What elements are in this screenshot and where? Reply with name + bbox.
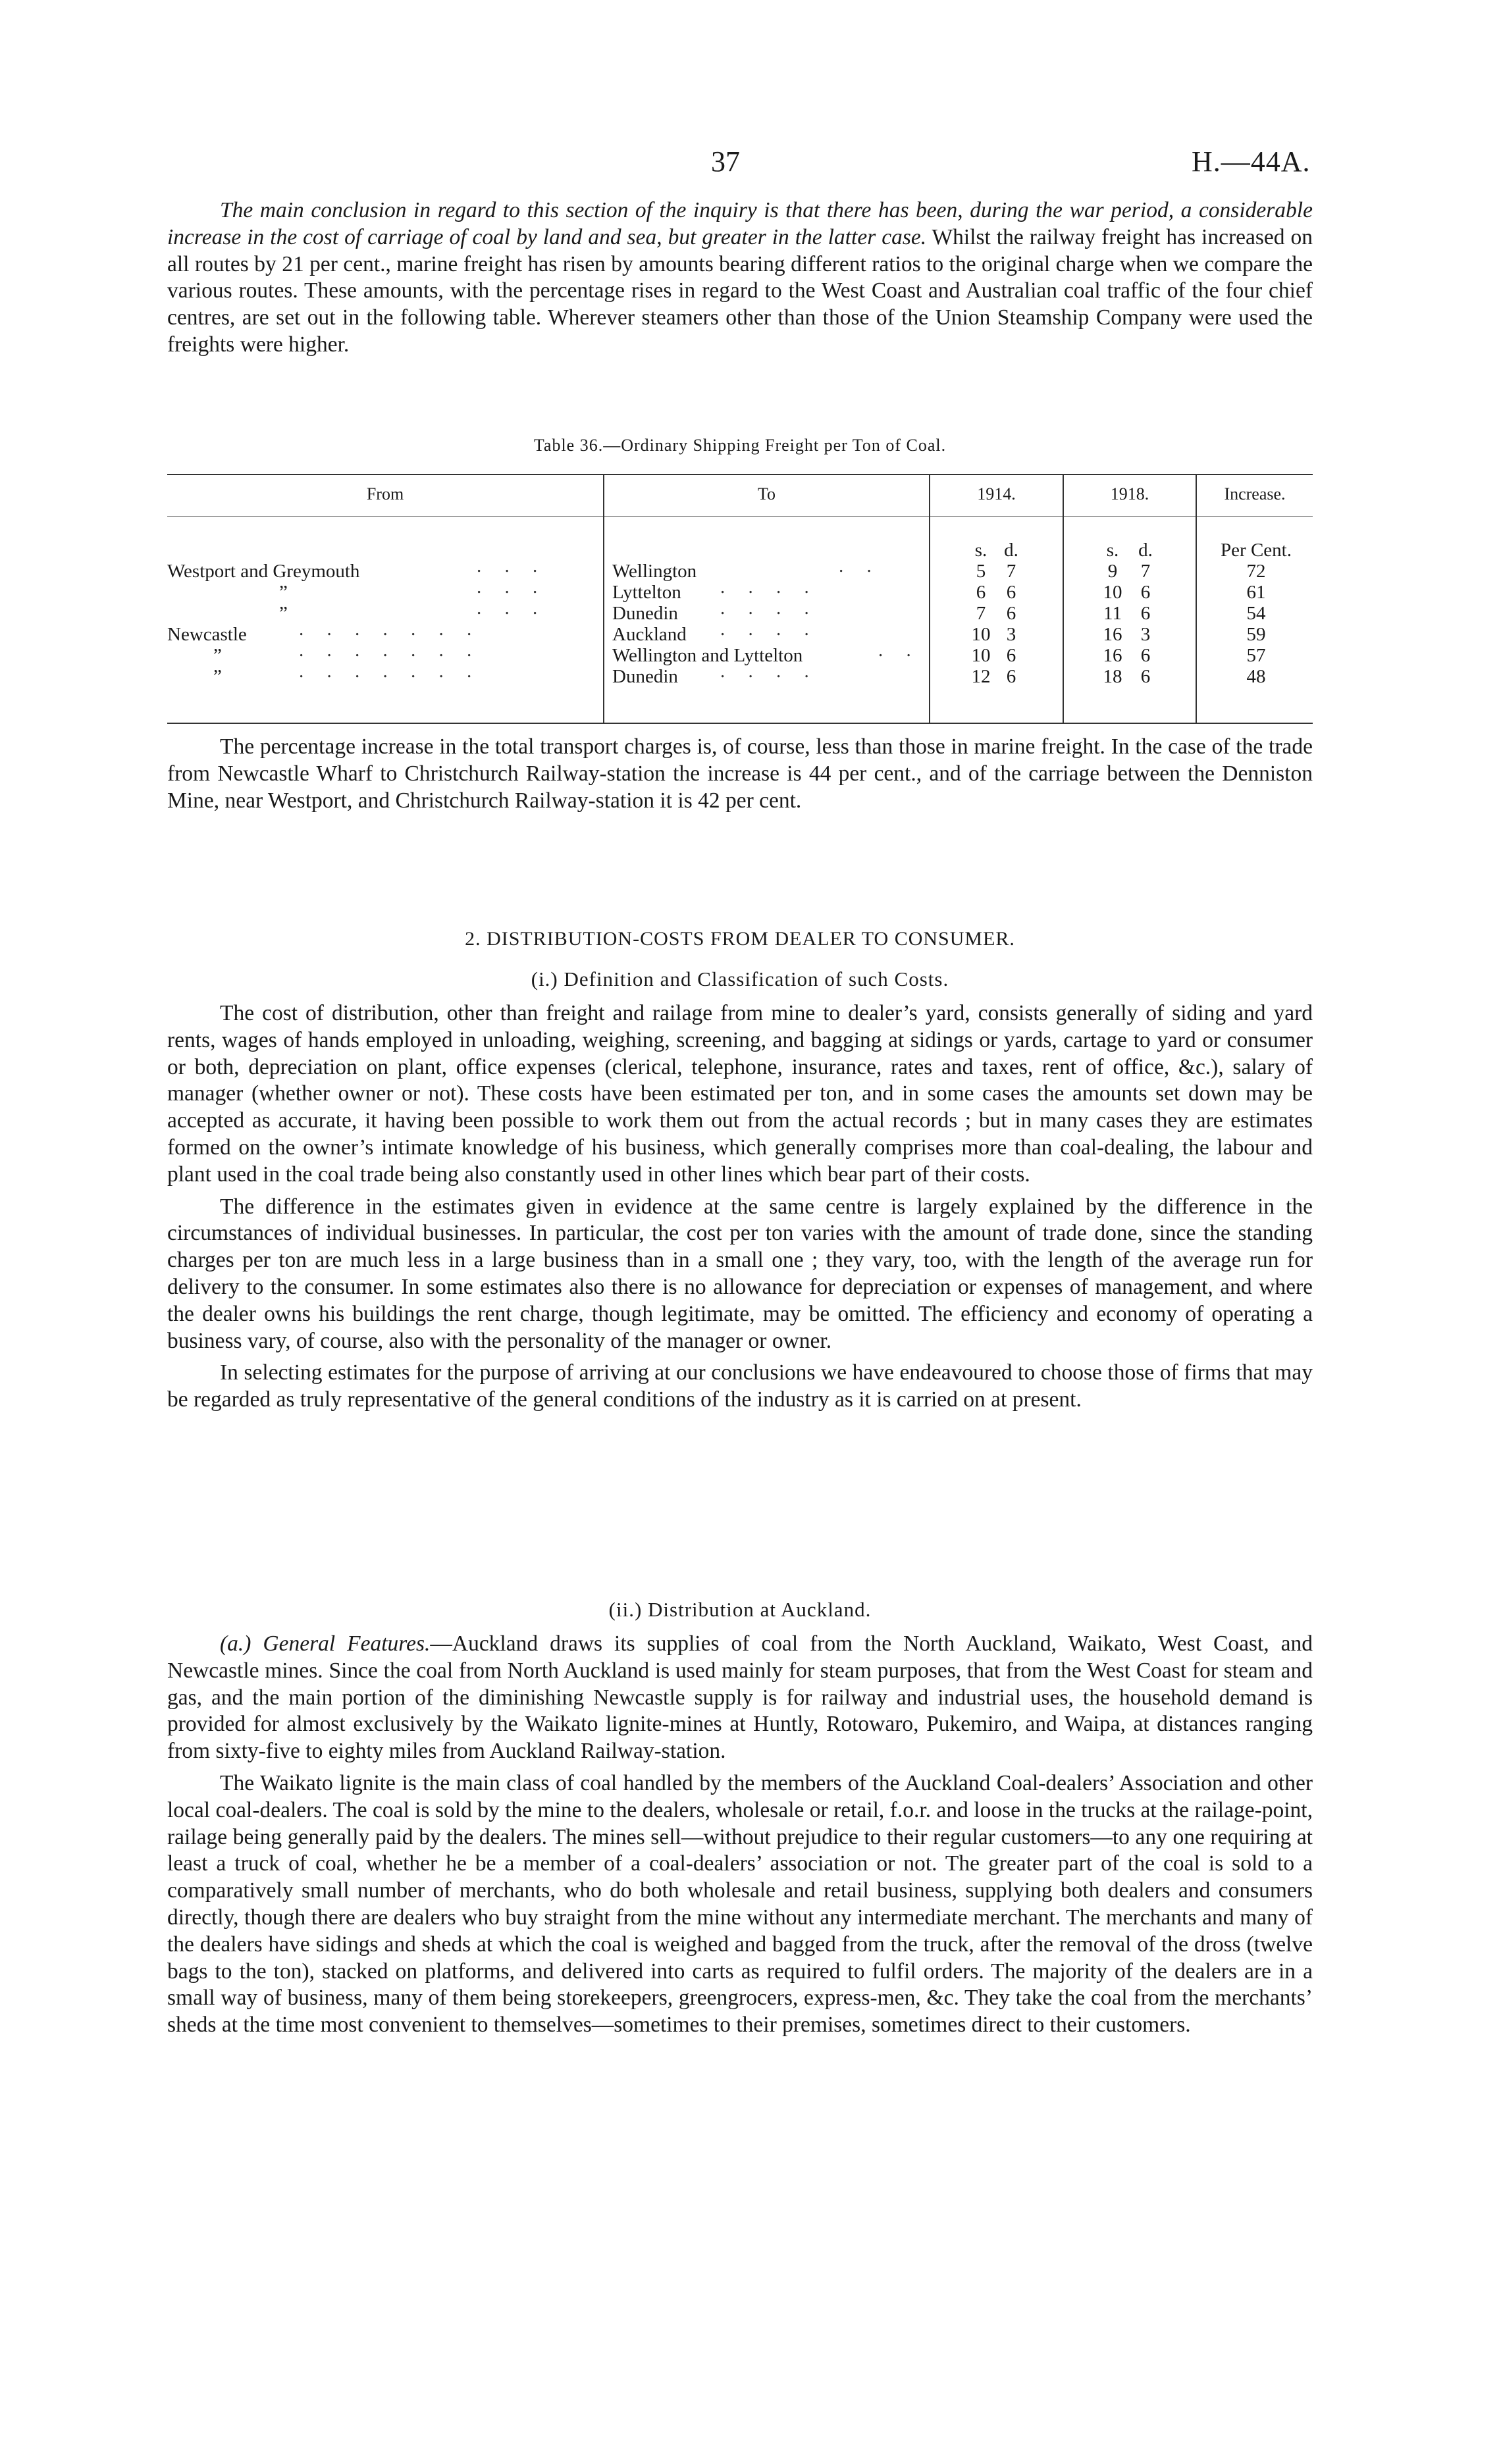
after-table-text: The percentage increase in the total transport charges is, of course, less than those in marine freight. In the case of the trade from Newcastle Wharf to Christchurch Railway-station the increase is 44 per cent., and of the carriage between the Denniston Mine, near Westport, and Christchurch Railway-station it is 42 per cent. <box>167 734 1313 813</box>
paragraph: The Waikato lignite is the main class of coal handled by the members of the Auckland Coal-dealers’ Association and other local coal-dealers. The coal is sold by the mine to the dealers, wholesale or retail, f.o.r. and loose in the trucks at the railage-point, railage being generally paid by the dealers. The mines sell—without prejudice to their regular customers—to any one requiring at least a truck of coal, whether he be a member of a coal-dealers’ association or not. The greater part of the coal is sold to a comparatively small number of merchants, who do both wholesale and retail business, supplying both dealers and consumers directly, though there are dealers who buy straight from the mine without any intermediate merchant. The merchants and many of the dealers have sidings and sheds at which the coal is weighed and bagged from the truck, after the removal of the dross (twelve bags to the ton), stacked on platforms, and delivered into carts as required to fulfil orders. The majority of the dealers are in a small way of business, many of them being storekeepers, greengrocers, express-men, &c. They take the coal from the merchants’ sheds at the time most convenient to themselves—sometimes to their premises, sometimes direct to their customers. <box>167 1770 1313 2038</box>
subsection-i-heading <box>167 967 1313 991</box>
cell-d1914: 3 <box>1006 624 1016 645</box>
unit-d-1914: d. <box>1004 540 1018 561</box>
cell-d1918: 6 <box>1140 666 1151 687</box>
unit-s-1914: s. <box>974 540 988 561</box>
cell-d1918: 6 <box>1140 582 1151 603</box>
cell-s1918: 9 <box>1107 561 1118 582</box>
cell-increase: 57 <box>1246 645 1266 666</box>
cell-d1914: 6 <box>1006 582 1016 603</box>
intro-italic-lead: The main conclusion in regard to this section of the inquiry is that there has been, during the war period, a considerable increase in the cost of carriage of coal by land and sea, but greater in the latter case. <box>167 198 1313 249</box>
table-col-rule <box>929 474 930 724</box>
row-from: Westport and Greymouth <box>167 561 360 582</box>
freight-table: From To 1914. 1918. Increase. s. d. s. d. Per Cent. Westport and Greymouth . . . Wellington . . 5 7 9 7 72 ” . . . Lyttelton . . . . 6 6 10 6 61 ” . . . Dunedin . . . . 7 6 11 6 54 Newcastle . . . . . . . Auckland . . . . 10 3 16 3 59 ” . . . . . . . Wellington and Lyttelton . . 10 6 16 6 57 ” . . . . . . . Dunedin . . . . 12 6 18 6 48 <box>167 474 1313 724</box>
table-col-rule <box>1196 474 1197 724</box>
cell-increase: 54 <box>1246 603 1266 624</box>
unit-s-1918: s. <box>1106 540 1119 561</box>
row-to: Auckland <box>612 624 687 645</box>
subsection-heading: (ii.) Distribution at Auckland. <box>608 1598 872 1621</box>
cell-d1914: 6 <box>1006 666 1016 687</box>
cell-d1914: 6 <box>1006 645 1016 666</box>
table-col-rule <box>1063 474 1064 724</box>
cell-d1918: 7 <box>1140 561 1151 582</box>
row-to: Wellington and Lyttelton <box>612 645 803 666</box>
auckland-label: (a.) General Features. <box>220 1631 431 1656</box>
cell-d1918: 6 <box>1140 603 1151 624</box>
section-2-body <box>167 1000 1313 1414</box>
cell-s1918: 16 <box>1103 624 1122 645</box>
intro-paragraph <box>167 197 1313 359</box>
cell-increase: 72 <box>1246 561 1266 582</box>
cell-d1918: 3 <box>1140 624 1151 645</box>
subsection-ii-heading <box>167 1598 1313 1622</box>
unit-percent: Per Cent. <box>1221 540 1292 561</box>
cell-s1914: 12 <box>971 666 991 687</box>
header-to: To <box>757 484 776 503</box>
cell-d1918: 6 <box>1140 645 1151 666</box>
cell-d1914: 7 <box>1006 561 1016 582</box>
auckland-body <box>167 1631 1313 2039</box>
row-to: Dunedin <box>612 666 678 687</box>
unit-d-1918: d. <box>1138 540 1153 561</box>
table-header-rule <box>167 516 1313 517</box>
table-col-rule <box>603 474 604 724</box>
row-from: ” <box>279 582 288 603</box>
cell-s1914: 10 <box>971 624 991 645</box>
cell-increase: 59 <box>1246 624 1266 645</box>
row-to: Wellington <box>612 561 697 582</box>
subsection-heading: (i.) Definition and Classification of such Costs. <box>531 967 949 990</box>
cell-increase: 48 <box>1246 666 1266 687</box>
cell-s1918: 11 <box>1103 603 1122 624</box>
cell-increase: 61 <box>1246 582 1266 603</box>
cell-s1914: 5 <box>976 561 986 582</box>
paragraph: The cost of distribution, other than freight and railage from mine to dealer’s yard, consists generally of siding and yard rents, wages of hands employed in unloading, weighing, screening, and bagging at sidings or yards, cartage to yard or consumer or both, depreciation on plant, office expenses (clerical, telephone, insurance, rates and taxes, rent of office, &c.), salary of manager (whether owner or not). These costs have been estimated per ton, and in some cases the amounts set down may be accepted as accurate, it having been possible to work them out from the actual records ; but in many cases they are estimates formed on the owner’s intimate knowledge of his business, which generally comprises more than coal-dealing, the labour and plant used in the coal trade being also constantly used in other lines which bear part of their costs. <box>167 1001 1313 1187</box>
cell-s1918: 18 <box>1103 666 1122 687</box>
auckland-text: —Auckland draws its supplies of coal from the North Auckland, Waikato, West Coast, and Newcastle mines. Since the coal from North Auckland is used mainly for steam purposes, that from the West Coast for steam and gas, and the main portion of the diminishing Newcastle supply is for railway and industrial uses, the household demand is provided for almost exclusively by the Waikato lignite-mines at Huntly, Rotowaro, Pukemiro, and Waipa, at distances ranging from sixty-five to eighty miles from Auckland Railway-station. <box>167 1631 1313 1764</box>
document-reference: H.—44A. <box>1192 145 1311 178</box>
section-2-heading <box>167 928 1313 950</box>
table-caption: Table 36.—Ordinary Shipping Freight per Ton of Coal. <box>533 436 947 455</box>
cell-s1914: 6 <box>976 582 986 603</box>
header-1914: 1914. <box>977 484 1016 503</box>
cell-s1918: 10 <box>1103 582 1122 603</box>
paragraph: The difference in the estimates given in evidence at the same centre is largely explained by the difference in the circumstances of individual businesses. In particular, the cost per ton varies with the amount of trade done, since the standing charges per ton are much less in a large business than in a small one ; they vary, too, with the length of the average run for delivery to the consumer. In some estimates also there is no allowance for depreciation or expenses of management, and where the dealer owns his buildings the rent charge, though legitimate, may be omitted. The efficiency and economy of operating a business vary, of course, also with the personality of the manager or owner. <box>167 1194 1313 1353</box>
row-from: ” <box>213 645 222 666</box>
paragraph: In selecting estimates for the purpose of arriving at our conclusions we have endeavoured to choose those of firms that may be regarded as truly representative of the general conditions of the industry as it is carried on at present. <box>167 1360 1313 1412</box>
cell-s1918: 16 <box>1103 645 1122 666</box>
cell-s1914: 10 <box>971 645 991 666</box>
after-table-paragraph <box>167 734 1313 814</box>
header-1918: 1918. <box>1110 484 1149 503</box>
table-bottom-rule <box>167 723 1313 724</box>
row-from: Newcastle <box>167 624 247 645</box>
intro-body: Whilst the railway freight has increased on all routes by 21 per cent., marine freight has risen by amounts bearing different ratios to the original charge when we compare the various routes. These amounts, with the percentage rises in regard to the West Coast and Australian coal traffic of the four chief centres, are set out in the following table. Wherever steamers other than those of the Union Steamship Company were used the freights were higher. <box>167 224 1313 357</box>
header-from: From <box>366 484 404 503</box>
header-increase: Increase. <box>1224 484 1286 503</box>
section-heading: 2. DISTRIBUTION-COSTS FROM DEALER TO CONSUMER. <box>465 928 1015 950</box>
table-top-rule <box>167 474 1313 475</box>
cell-d1914: 6 <box>1006 603 1016 624</box>
cell-s1914: 7 <box>976 603 986 624</box>
page-number: 37 <box>711 145 740 178</box>
row-from: ” <box>213 666 222 687</box>
row-to: Lyttelton <box>612 582 681 603</box>
row-from: ” <box>279 603 288 624</box>
row-to: Dunedin <box>612 603 678 624</box>
